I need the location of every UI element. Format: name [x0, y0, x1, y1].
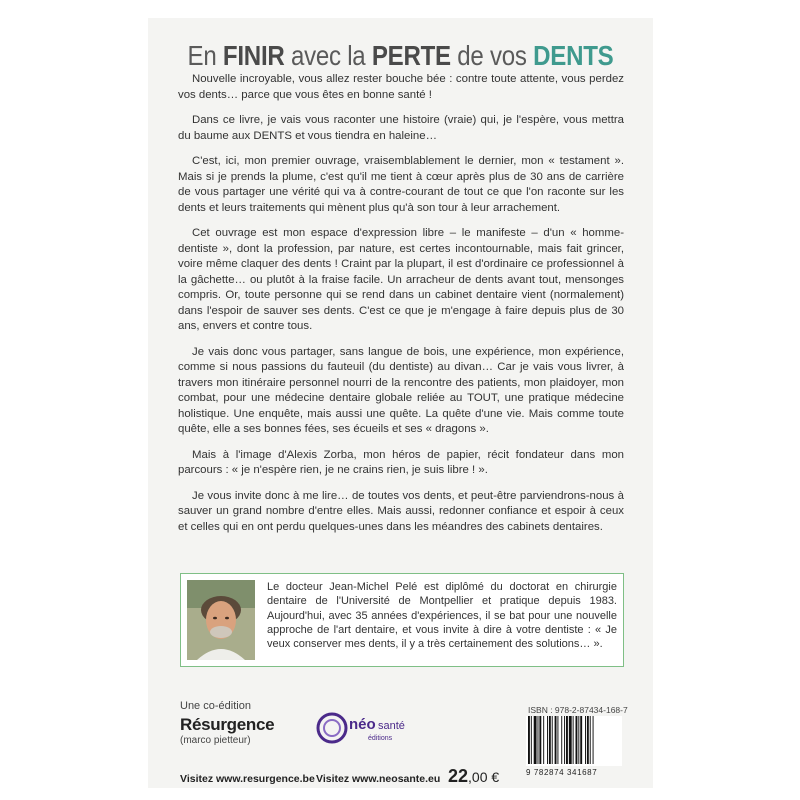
- price-decimals: ,00 €: [468, 769, 500, 785]
- book-title: En FINIR avec la PERTE de vos DENTS: [187, 40, 614, 71]
- barcode-bar: [580, 716, 582, 764]
- author-bio-box: [180, 573, 624, 667]
- barcode-bar: [528, 716, 530, 764]
- barcode-digits: 9 782874 341687: [526, 768, 598, 777]
- barcode: [526, 716, 622, 766]
- paragraph: Mais à l'image d'Alexis Zorba, mon héros de papier, récit fondateur dans mon parcours : « je n'espère rien, je ne crains rien, je suis libre ! ».: [178, 448, 624, 476]
- neosante-logo-main: néo: [349, 716, 376, 733]
- barcode-bar: [576, 716, 578, 764]
- neosante-logo: [316, 710, 416, 746]
- paragraph: Je vous invite donc à me lire… de toutes vos dents, et peut-être parviendrons-nous à sauver un grand nombre d'entre elles. Mais aussi, redonner confiance et espoir à ceux et celles qui en ont perdu quelques-unes dans les méandres des cabinets dentaires.: [178, 489, 624, 533]
- paragraph: Je vais donc vous partager, sans langue de bois, une expérience, mon expérience, comme si nous passions du fauteuil (du dentiste) au divan… Car je vais vous livrer, à travers mon itinéraire personnel nourri de la rencontre des patients, mon plaidoyer, mon combat, pour une médecine dentaire globale reliée au TOUT, une pratique médecine holistique. Une enquête, mais aussi une quête. La quête d'une vie. Mais comme toute quête, elle a ses bonnes fées, ses écueils et ses « dragons ».: [178, 345, 624, 435]
- paragraph: Dans ce livre, je vais vous raconter une histoire (vraie) qui, je l'espère, vous mettra du baume aux DENTS et vous tiendra en haleine…: [178, 114, 624, 142]
- barcode-bar: [573, 716, 574, 764]
- neosante-website: Visitez www.neosante.eu: [316, 773, 441, 785]
- blurb-text: [178, 72, 624, 545]
- author-photo: [187, 580, 255, 660]
- barcode-bar: [590, 716, 591, 764]
- barcode-bar: [561, 716, 562, 764]
- resurgence-subtitle: (marco pietteur): [180, 735, 251, 746]
- barcode-bar: [569, 716, 572, 764]
- barcode-bar: [534, 716, 537, 764]
- barcode-bar: [547, 716, 548, 764]
- author-bio-text: Le docteur Jean-Michel Pelé est diplômé du doctorat en chirurgie dentaire de l'Université de Montpellier et pratique depuis 1983. Aujourd'hui, avec 35 années d'expériences, il se bat pour une nouvelle approche de l'art dentaire, et vous invite à dire à votre dentiste : « Je veux conserver mes dents, il y a très certainement des solutions… ».: [267, 581, 617, 651]
- barcode-bar: [578, 716, 579, 764]
- neosante-logo-suffix: santé: [378, 720, 405, 732]
- barcode-bar: [557, 716, 558, 764]
- barcode-bar: [593, 716, 594, 764]
- price-main: 22: [448, 766, 469, 786]
- isbn-label: ISBN : 978-2-87434-168-7: [528, 705, 628, 715]
- barcode-bar: [566, 716, 568, 764]
- coedition-label: Une co-édition: [180, 700, 251, 712]
- paragraph: Cet ouvrage est mon espace d'expression libre – le manifeste – d'un « homme-dentiste », dont la profession, par nature, est certes incontournable, mais fait grincer, voire même claquer des dents ! Craint par la plupart, il est d'ordinaire ce professionnel à la gâchette… ou plutôt à la fraise facile. Un arracheur de dents avant tout, mensonges compris. Or, toute personne qui se rend dans un cabinet dentaire vient (normalement) dans l'espoir de sauver ses dents. C'est ce que je m'engage à faire depuis plus de 30 ans, envers et contre tous.: [178, 227, 624, 332]
- resurgence-logo: Résurgence: [180, 715, 275, 734]
- paragraph: Nouvelle incroyable, vous allez rester bouche bée : contre toute attente, vous perdez vos dents… parce que vous êtes en bonne santé !: [178, 73, 624, 101]
- barcode-bar: [587, 716, 589, 764]
- barcode-bar: [552, 716, 553, 764]
- book-back-cover: [148, 18, 653, 788]
- author-portrait-image: [187, 580, 255, 660]
- barcode-bar: [539, 716, 541, 764]
- paragraph: C'est, ici, mon premier ouvrage, vraisemblablement le dernier, mon « testament ». Mais si je prends la plume, c'est qu'il me tient à cœur après plus de 30 ans de carrière de vous partager une vérité qui va à contre-courant de tout ce que l'on raconte sur les dents et leurs traitements qui mènent plus qu'à son tour à leur arrachement.: [178, 155, 624, 214]
- barcode-bar: [543, 716, 544, 764]
- barcode-bar: [555, 716, 557, 764]
- barcode-bar: [531, 716, 532, 764]
- resurgence-website: Visitez www.resurgence.be: [180, 773, 315, 785]
- neosante-ring-icon: [318, 714, 346, 742]
- neosante-logo-sub: éditions: [368, 735, 393, 742]
- barcode-bar: [538, 716, 539, 764]
- barcode-bar: [549, 716, 551, 764]
- barcode-bar: [564, 716, 565, 764]
- price: [448, 766, 499, 787]
- barcode-bar: [585, 716, 586, 764]
